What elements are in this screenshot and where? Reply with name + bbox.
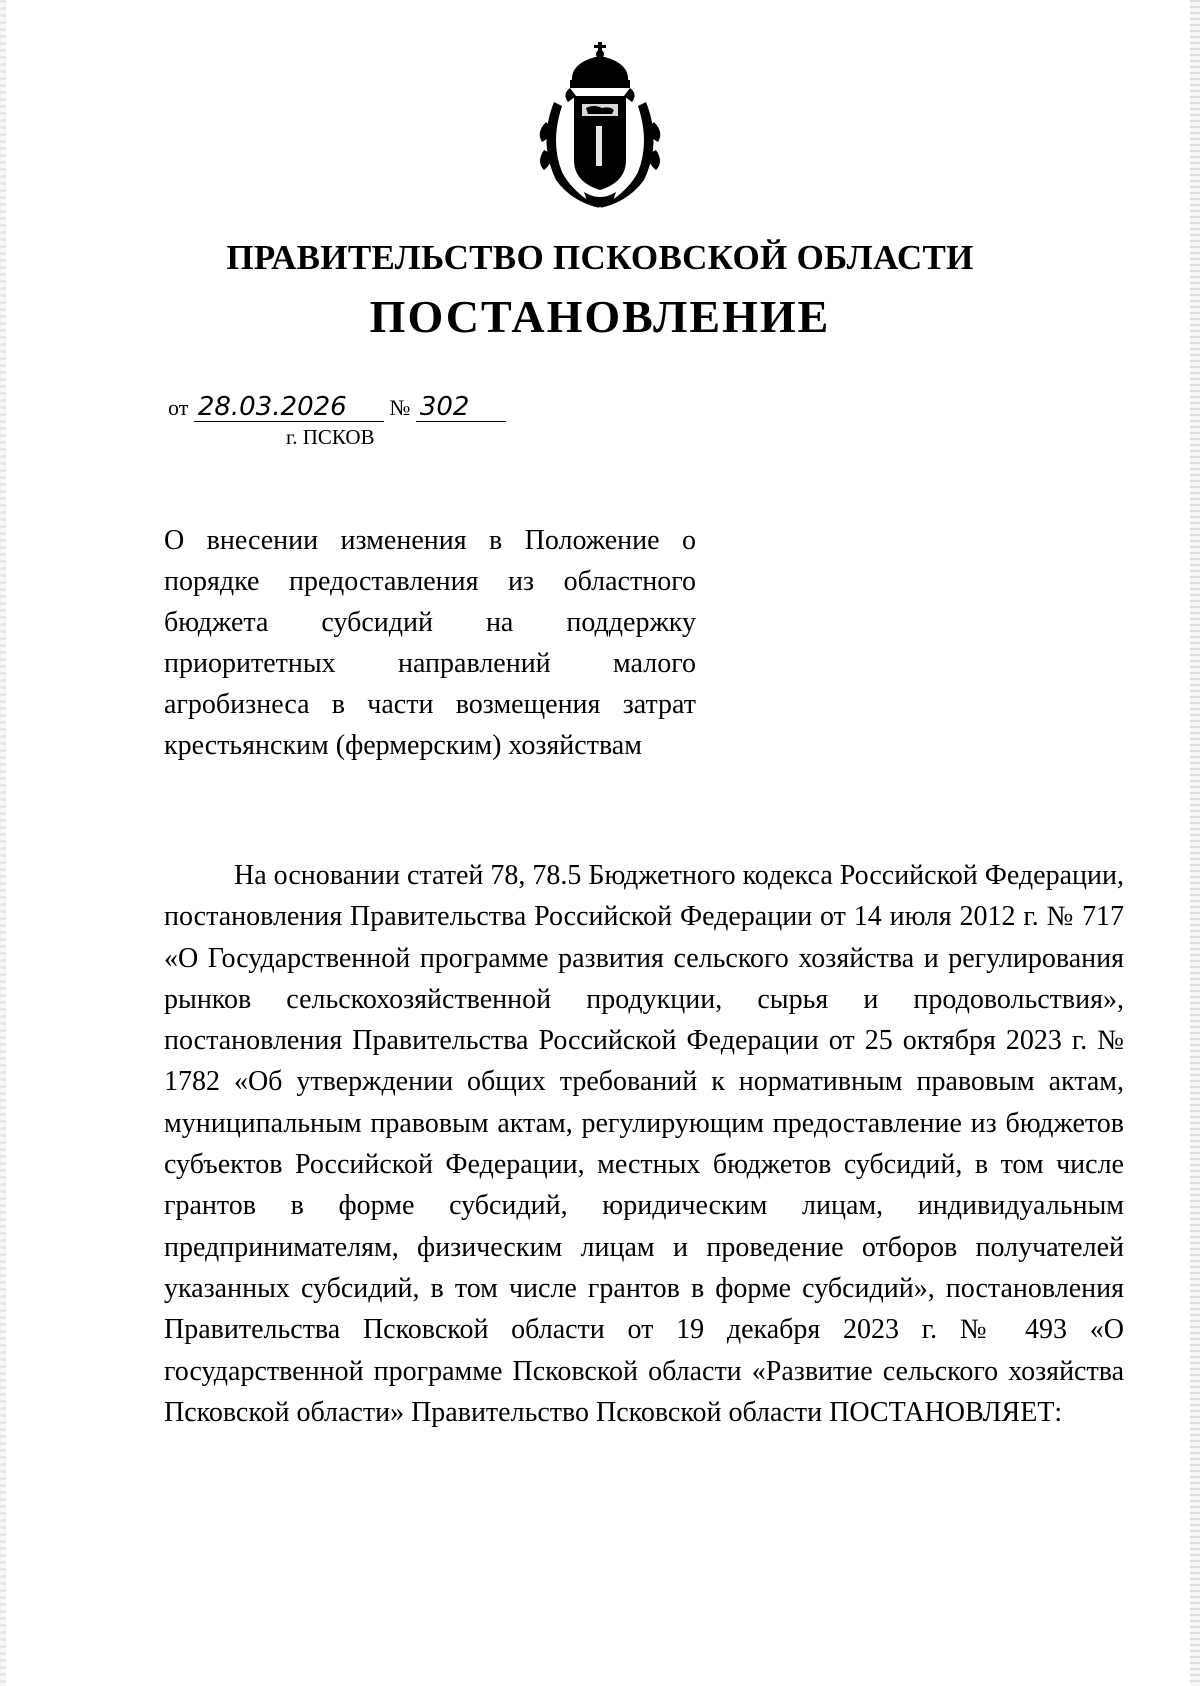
document-number: 302 [416, 394, 506, 422]
organization-title: ПРАВИТЕЛЬСТВО ПСКОВСКОЙ ОБЛАСТИ [226, 238, 974, 277]
body-paragraph: На основании статей 78, 78.5 Бюджетного кодекса Российской Федерации, постановления Правительства Российской Федерации от 14 июля 2012 г. № 717 «О Государственной программе развития сельского хозяйства и регулирования рынков сельскохозяйственной продукции, сырья и продовольствия», постановления Правительства Российской Федерации от 25 октября 2023 г. № 1782 «Об утверждении общих требований к нормативным правовым актам, муниципальным правовым актам, регулирующим предоставление из бюджетов субъектов Российской Федерации, местных бюджетов субсидий, в том числе грантов в форме субсидий, юридическим лицам, индивидуальным предпринимателям, физическим лицам и проведение отборов получателей указанных субсидий, в том числе грантов в форме субсидий», постановления Правительства Псковской области от 19 декабря 2023 г. № 493 «О государственной программе Псковской области «Развитие сельского хозяйства Псковской области» Правительство Псковской области ПОСТАНОВЛЯЕТ: [164, 860, 1124, 1428]
date-from-label: от [168, 395, 189, 420]
document-body [164, 855, 1124, 1433]
document-date: 28.03.2026 [194, 394, 384, 422]
number-label: № [389, 395, 411, 420]
date-number-line [168, 394, 506, 422]
document-type-title: ПОСТАНОВЛЕНИЕ [369, 291, 831, 342]
document-subject [164, 520, 696, 766]
coat-of-arms-icon [532, 42, 668, 212]
subject-text: О внесении изменения в Положение о порядке предоставления из областного бюджета субсидий на поддержку приоритетных направлений малого агробизнеса в части возмещения затрат крестьянским (фермерским) хозяйствам [164, 525, 696, 761]
city-label: г. ПСКОВ [286, 425, 375, 449]
